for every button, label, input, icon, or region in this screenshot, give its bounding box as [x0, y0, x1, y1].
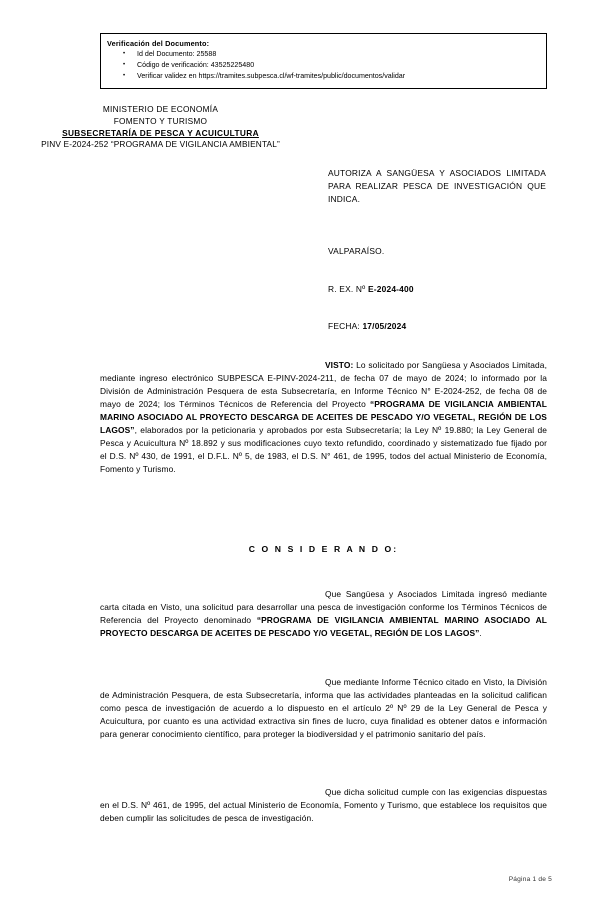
verification-item-url: [107, 71, 540, 82]
bullet-icon: •: [123, 62, 126, 69]
ministry-line-2: FOMENTO Y TURISMO: [113, 115, 208, 126]
resolution-subject: AUTORIZA A SANGÜESA Y ASOCIADOS LIMITADA PARA REALIZAR PESCA DE INVESTIGACIÓN QUE INDICA.: [328, 168, 546, 204]
program-line: PINV E-2024-252 “PROGRAMA DE VIGILANCIA AMBIENTAL”: [41, 139, 280, 150]
resolution-date-value: 17/05/2024: [362, 321, 407, 331]
resolution-city: VALPARAÍSO.: [328, 246, 385, 256]
considerando-paragraph-3: [100, 786, 547, 825]
subsecretaria-line: SUBSECRETARÍA DE PESCA Y ACUICULTURA: [62, 127, 259, 138]
resolution-number-line: [328, 283, 546, 296]
verification-item-text: Id del Documento: 25588: [137, 50, 217, 59]
considerando-p2-text: Que mediante Informe Técnico citado en Visto, la División de Administración Pesquera, de esta Subsecretaría, informa que las actividades planteadas en la solicitud califican como pesca de investigación de acuerdo a lo dispuesto en el artículo 2º Nº 29 de la Ley General de Pesca y Acuicultura, por cuanto es una actividad extractiva sin fines de lucro, cuya finalidad es obtener datos e información para generar conocimiento científico, para proteger la biodiversidad y el patrimonio sanitario del país.: [100, 677, 547, 740]
considerando-heading: C O N S I D E R A N D O:: [248, 544, 399, 554]
visto-project-title: “PROGRAMA DE VIGILANCIA AMBIENTAL MARINO ASOCIADO AL PROYECTO DESCARGA DE ACEITES DE PESCADO Y/O VEGETAL, REGIÓN DE LOS LAGOS”: [100, 399, 547, 436]
bullet-icon: •: [123, 73, 126, 80]
resolution-number-label: R. EX. Nº: [328, 284, 368, 294]
visto-text-part-2: , elaborados por la peticionaria y aprobados por esta Subsecretaría; la Ley Nº 19.880; la Ley General de Pesca y Acuicultura Nº 18.892 y sus modificaciones cuyo texto refundido, coordinado y sistematizado fue fijado por el D.S. Nº 430, de 1991, el D.F.L. Nº 5, de 1983, el D.S. N° 461, de 1995, todos del actual Ministerio de Economía, Fomento y Turismo.: [100, 425, 547, 475]
verification-item-code: [107, 60, 540, 71]
considerando-paragraph-1: [100, 588, 547, 640]
considerando-p1-text-2: .: [479, 628, 482, 639]
considerando-p1-project-title: “PROGRAMA DE VIGILANCIA AMBIENTAL MARINO ASOCIADO AL PROYECTO DESCARGA DE ACEITES DE PESCADO Y/O VEGETAL, REGIÓN DE LOS LAGOS”: [100, 615, 547, 639]
visto-paragraph: [100, 359, 547, 476]
visto-label: VISTO:: [325, 360, 354, 370]
considerando-paragraph-2: [100, 676, 547, 741]
bullet-icon: •: [123, 51, 126, 58]
ministry-line-1: MINISTERIO DE ECONOMÍA: [102, 104, 219, 114]
visto-text-part-1: Lo solicitado por Sangüesa y Asociados Limitada, mediante ingreso electrónico SUBPESCA E-PINV-2024-211, de fecha 07 de mayo de 2024; lo informado por la División de Administración Pesquera de esta Subsecretaría, en Informe Técnico N° E-2024-252, de fecha 08 de mayo de 2024; los Términos Técnicos de Referencia del Proyecto: [100, 360, 547, 410]
resolution-date-label: FECHA:: [328, 321, 363, 331]
verification-list: [107, 49, 540, 82]
verification-item-id: [107, 49, 540, 60]
verification-item-text: Código de verificación: 43525225480: [137, 61, 255, 70]
considerando-p1-text-1: Que Sangüesa y Asociados Limitada ingresó mediante carta citada en Visto, una solicitud para desarrollar una pesca de investigación conforme los Términos Técnicos de Referencia del Proyecto denominado: [100, 589, 547, 626]
document-verification-box: [100, 33, 547, 89]
considerando-heading-wrap: [100, 543, 547, 556]
considerando-p3-text: Que dicha solicitud cumple con las exigencias dispuestas en el D.S. Nº 461, de 1995, del actual Ministerio de Economía, Fomento y Turismo, que establece los requisitos que deben cumplir las solicitudes de pesca de investigación.: [100, 787, 547, 824]
verification-title: Verificación del Documento:: [107, 39, 210, 48]
ministry-header: [18, 104, 303, 151]
resolution-date-line: [328, 320, 546, 333]
verification-item-text: Verificar validez en https://tramites.subpesca.cl/wf-tramites/public/documentos/validar: [137, 72, 406, 81]
page-footer: [0, 876, 552, 883]
resolution-number-value: E-2024-400: [367, 284, 414, 294]
page-number: Página 1 de 5: [508, 876, 552, 883]
